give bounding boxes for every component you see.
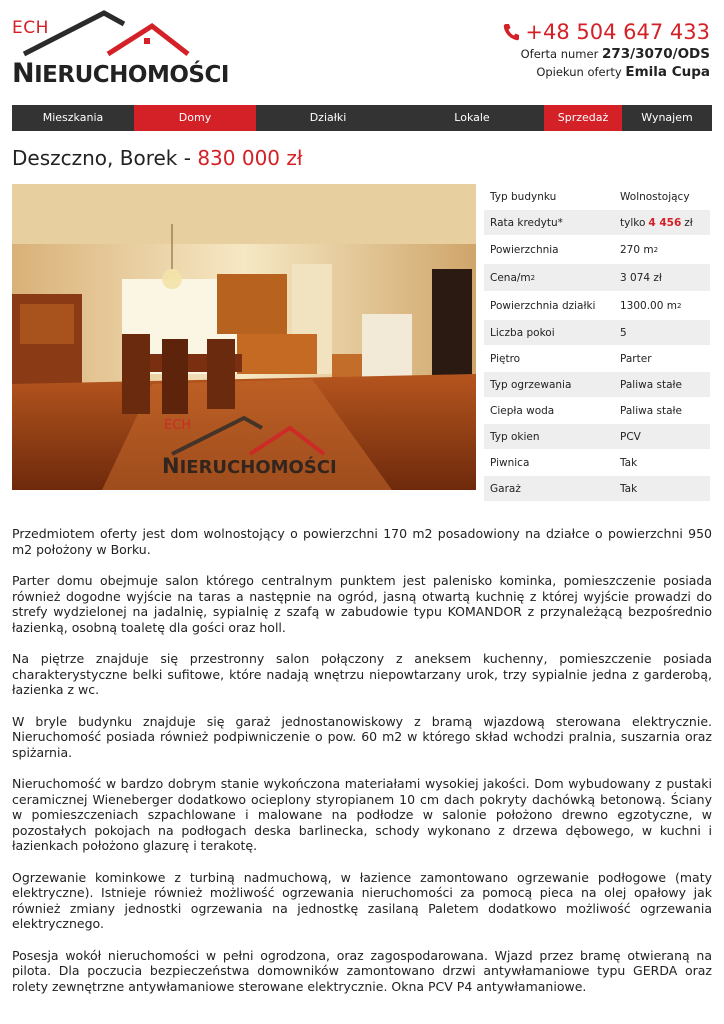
param-row: Rata kredytu* tylko 4 456 zł bbox=[484, 210, 710, 236]
nav-item-domy[interactable]: Domy bbox=[134, 105, 256, 131]
listing-price: 830 000 zł bbox=[197, 146, 303, 170]
agent-name: Emila Cupa bbox=[625, 64, 710, 80]
params-table bbox=[484, 184, 710, 502]
nav-item-dzialki[interactable]: Działki bbox=[309, 111, 347, 124]
offer-number-line: Oferta numer 273/3070/ODS bbox=[520, 46, 710, 62]
phone-icon bbox=[503, 23, 519, 41]
nav-item-wynajem[interactable]: Wynajem bbox=[641, 111, 693, 124]
photo-watermark bbox=[162, 414, 342, 484]
param-row: Powierzchnia 270 m 2 bbox=[484, 236, 710, 264]
listing-location: Deszczno, Borek - bbox=[12, 146, 191, 170]
description-paragraph: Na piętrze znajduje się przestronny salon połączony z aneksem kuchenny, pomieszczenie posiada charakterystyczne belki sufitowe, które nadają wnętrzu niepowtarzany urok, trzy sypialnie jedna z garderobą, łazienka z wc. bbox=[12, 651, 712, 697]
param-row: Garaż Tak bbox=[484, 476, 710, 502]
logo-ech-text: ECH bbox=[12, 18, 49, 38]
main-nav bbox=[12, 105, 712, 131]
watermark-brand: NIERUCHOMOŚCI bbox=[162, 454, 337, 478]
param-row: Liczba pokoi 5 bbox=[484, 320, 710, 346]
phone-number[interactable]: +48 504 647 433 bbox=[525, 20, 710, 44]
nav-item-mieszkania[interactable]: Mieszkania bbox=[42, 111, 104, 124]
param-row: Typ budynku Wolnostojący bbox=[484, 184, 710, 210]
param-row: Piętro Parter bbox=[484, 346, 710, 372]
description-paragraph: Parter domu obejmuje salon którego centralnym punktem jest palenisko kominka, pomieszczenie posiada również dogodne wyjście na taras a następnie na ogród, jasną otwartą kuchnię z której wyjście prowadzi do strefy wydzielonej na jadalnię, sypialnię z szafą w zabudowie typu KOMANDOR z przynależącą bezpośrednio łazienką, osobną toaletę dla gości oraz holl. bbox=[12, 573, 712, 635]
listing-description bbox=[12, 526, 712, 1010]
contact-block bbox=[503, 20, 710, 80]
param-row: Ciepła woda Paliwa stałe bbox=[484, 398, 710, 424]
agent-line: Opiekun oferty Emila Cupa bbox=[536, 64, 710, 80]
nav-item-lokale[interactable]: Lokale bbox=[454, 111, 490, 124]
description-paragraph: Ogrzewanie kominkowe z turbiną nadmuchową, w łazience zamontowano ogrzewanie podłogowe (maty elektryczne). Istnieje również możliwość ogrzewania nieruchomości za pomocą pieca na olej opałowy jak również zmiany jednostki ogrzewania na jednostkę zasilaną Paletem dodatkowo możliwość ogrzewania elektrycznego. bbox=[12, 869, 712, 931]
param-row: Powierzchnia działki 1300.00 m 2 bbox=[484, 292, 710, 320]
logo[interactable] bbox=[12, 10, 229, 89]
nav-item-sprzedaz[interactable]: Sprzedaż bbox=[544, 105, 622, 131]
param-row: Piwnica Tak bbox=[484, 450, 710, 476]
description-paragraph: Nieruchomość w bardzo dobrym stanie wykończona materiałami wysokiej jakości. Dom wybudowany z pustaki ceramicznej Wieneberger dodatkowo ocieplony styropianem 10 cm dach pokryty dachówką betonową. Ściany w pomieszczeniach szpachlowane i malowane na podłodze w salonie położono drewno egzotyczne, w pozostałych pokojach na podłogach deska barlinecka, schody wykonano z drzewa dębowego, w kuchni i łazienkach położono glazurę i terakotę. bbox=[12, 776, 712, 853]
listing-title bbox=[12, 146, 303, 170]
description-paragraph: Przedmiotem oferty jest dom wolnostojący o powierzchni 170 m2 posadowiony na działce o powierzchni 950 m2 położony w Borku. bbox=[12, 526, 712, 557]
offer-number: 273/3070/ODS bbox=[601, 46, 710, 62]
loan-installment: 4 456 bbox=[648, 216, 682, 229]
param-row: Typ ogrzewania Paliwa stałe bbox=[484, 372, 710, 398]
description-paragraph: Posesja wokół nieruchomości w pełni ogrodzona, oraz zagospodarowana. Wjazd przez bramę otwieraną na pilota. Dla poczucia bezpieczeństwa domowników zamontowano drzwi antywłamaniowe typu GERDA oraz rolety zewnętrzne antywłamaniowe sterowane elektrycznie. Okna PCV P4 antywłamaniowe. bbox=[12, 947, 712, 994]
logo-brand-text: NIERUCHOMOŚCI bbox=[12, 58, 229, 89]
description-paragraph: W bryle budynku znajduje się garaż jednostanowiskowy z bramą wjazdową sterowana elektrycznie. Nieruchomość posiada również podpiwniczenie o pow. 60 m2 w którego skład wchodzi pralnia, suszarnia oraz spiżarnia. bbox=[12, 713, 712, 760]
watermark-ech: ECH bbox=[164, 418, 192, 433]
listing-photo[interactable] bbox=[12, 184, 476, 490]
param-row: Typ okien PCV bbox=[484, 424, 710, 450]
param-row: Cena/m 2 3 074 zł bbox=[484, 264, 710, 292]
